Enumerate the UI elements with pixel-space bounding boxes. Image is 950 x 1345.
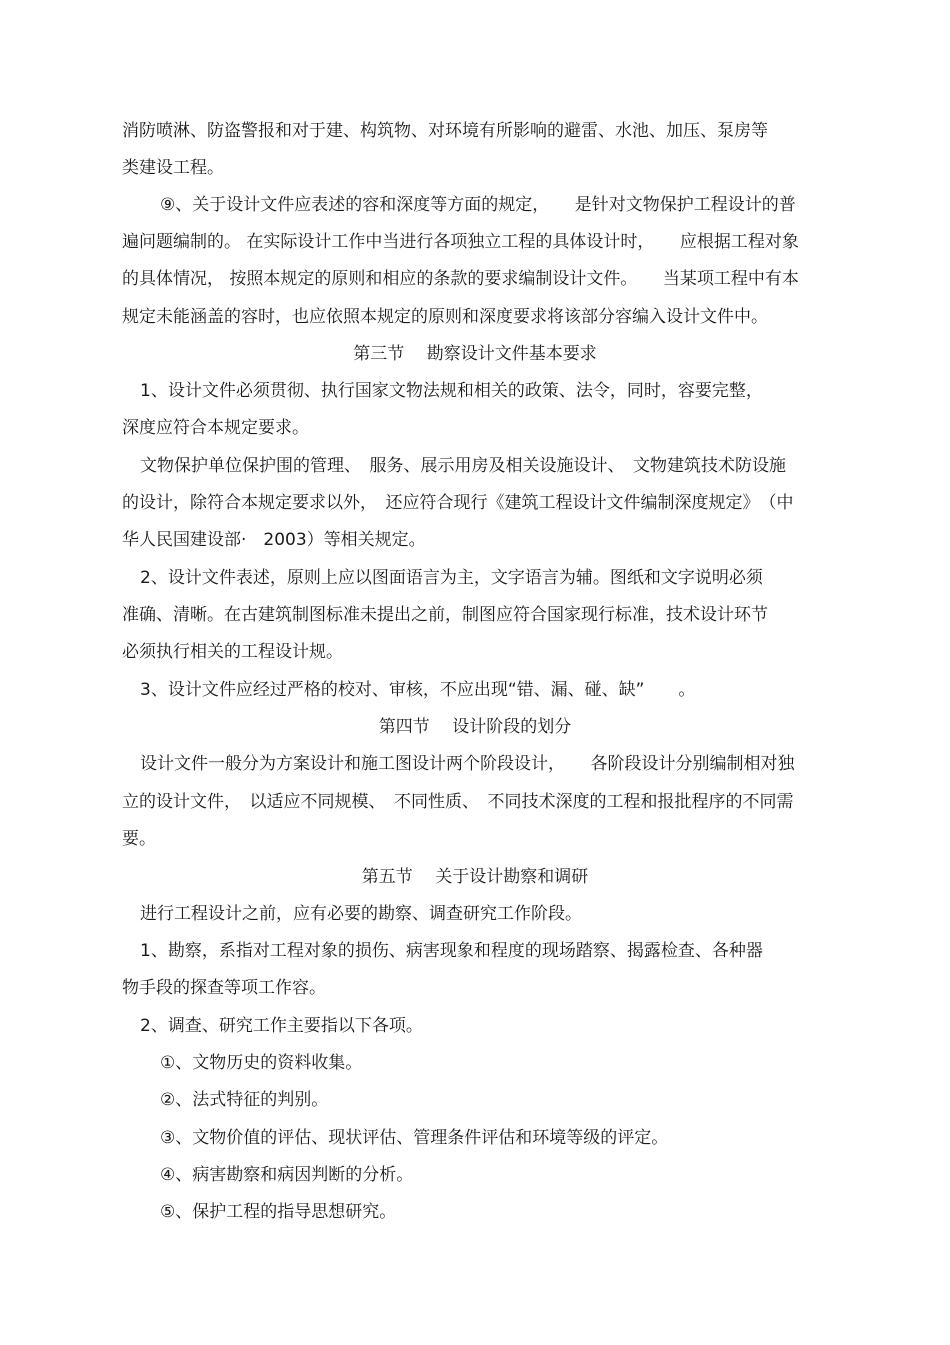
paragraph-line: 1、勘察，系指对工程对象的损伤、病害现象和程度的现场踏察、揭露检查、各种器 [140, 941, 763, 961]
list-item: ②、法式特征的判别。 [160, 1090, 329, 1110]
paragraph-line: 准确、清晰。在古建筑制图标准未提出之前，制图应符合国家现行标准，技术设计环节 [122, 605, 768, 625]
paragraph-line: 2、调查、研究工作主要指以下各项。 [140, 1016, 423, 1036]
paragraph-line: 类建设工程。 [122, 158, 224, 178]
section-heading: 第三节 勘察设计文件基本要求 [353, 344, 597, 364]
paragraph-line: ⑨、关于设计文件应表述的容和深度等方面的规定， 是针对文物保护工程设计的普 [160, 195, 796, 215]
paragraph-line: 进行工程设计之前，应有必要的勘察、调查研究工作阶段。 [140, 904, 582, 924]
paragraph-line: 物手段的探查等项工作容。 [122, 978, 326, 998]
paragraph-line: 遍问题编制的。 在实际设计工作中当进行各项独立工程的具体设计时， 应根据工程对象 [122, 232, 799, 252]
list-item: ④、病害勘察和病因判断的分析。 [160, 1165, 414, 1185]
paragraph-line: 立的设计文件， 以适应不同规模、 不同性质、 不同技术深度的工程和报批程序的不同需 [122, 792, 794, 812]
paragraph-line: 规定未能涵盖的容时，也应依照本规定的原则和深度要求将该部分容编入设计文件中。 [122, 307, 768, 327]
section-heading: 第四节 设计阶段的划分 [378, 717, 572, 737]
paragraph-line: 的设计，除符合本规定要求以外， 还应符合现行《建筑工程设计文件编制深度规定》 （中 [122, 493, 794, 513]
paragraph-line: 1、设计文件必须贯彻、执行国家文物法规和相关的政策、法令，同时，容要完整， [140, 381, 763, 401]
paragraph-line: 华人民国建设部· 2003）等相关规定。 [122, 530, 426, 550]
paragraph-line: 要。 [122, 829, 156, 849]
list-item: ⑤、保护工程的指导思想研究。 [160, 1202, 397, 1222]
paragraph-line: 的具体情况， 按照本规定的原则和相应的条款的要求编制设计文件。 当某项工程中有本 [122, 269, 799, 289]
paragraph-line: 设计文件一般分为方案设计和施工图设计两个阶段设计， 各阶段设计分别编制相对独 [140, 754, 795, 774]
paragraph-line: 消防喷淋、防盗警报和对于建、构筑物、对环境有所影响的避雷、水池、加压、泵房等 [122, 121, 768, 141]
paragraph-line: 文物保护单位保护围的管理、 服务、展示用房及相关设施设计、 文物建筑技术防设施 [140, 456, 786, 476]
list-item: ③、文物价值的评估、现状评估、管理条件评估和环境等级的评定。 [160, 1128, 669, 1148]
paragraph-line: 2、设计文件表述，原则上应以图面语言为主，文字语言为辅。图纸和文字说明必须 [140, 568, 763, 588]
paragraph-line: 3、设计文件应经过严格的校对、审核，不应出现“错、漏、碰、缺” 。 [140, 680, 696, 700]
list-item: ①、文物历史的资料收集。 [160, 1053, 363, 1073]
paragraph-line: 深度应符合本规定要求。 [122, 418, 309, 438]
section-heading: 第五节 关于设计勘察和调研 [361, 867, 589, 887]
paragraph-line: 必须执行相关的工程设计规。 [122, 642, 343, 662]
